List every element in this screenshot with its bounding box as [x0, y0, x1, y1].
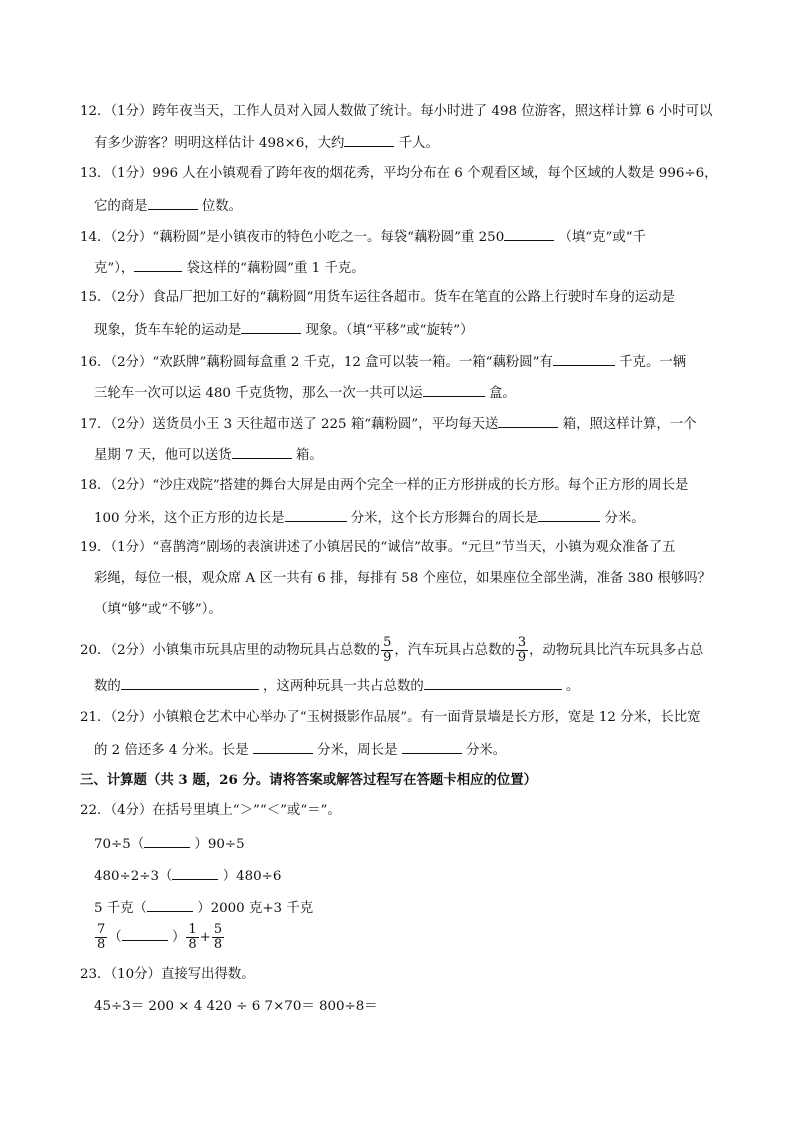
q22-text: ） [171, 930, 186, 945]
q22-row-3 [94, 898, 313, 918]
q18-text: 分米，这个长方形舞台的周长是 [350, 511, 539, 526]
q16-text: 盒。 [488, 386, 516, 401]
answer-blank[interactable] [402, 740, 462, 754]
q14-text: 克”）， [94, 261, 135, 276]
q23-title [80, 966, 255, 984]
q14-text: 14．（2分）“藕粉圆”是小镇夜市的特色小吃之一。每袋“藕粉圆”重 250 [80, 230, 505, 245]
fraction-numerator: 5 [383, 635, 392, 650]
q22-title [80, 802, 341, 820]
q12-text: 千人。 [398, 136, 439, 151]
q17-line-1 [80, 414, 697, 434]
q22-text: 70÷5（ [94, 837, 145, 852]
q21-text: 的 2 倍还多 4 分米。长是 [94, 743, 249, 758]
q21-text: 分米，周长是 [317, 743, 398, 758]
answer-blank[interactable] [504, 227, 554, 241]
q17-text: 箱。 [295, 448, 323, 463]
q12-text: 12．（1分）跨年夜当天，工作人员对入园人数做了统计。每小时进了 498 位游客，照这样计算 6 小时可以 [80, 104, 713, 119]
answer-blank[interactable] [172, 866, 218, 880]
fraction-denominator: 8 [213, 937, 223, 952]
q18-text: 100 分米，这个正方形的边长是 [94, 511, 285, 526]
q13-line-1 [80, 165, 718, 183]
q12-line-1 [80, 103, 712, 121]
q20-text: ，汽车玩具占总数的 [394, 643, 515, 658]
answer-blank[interactable] [424, 676, 562, 690]
q18-text: 18．（2分）“沙庄戏院”搭建的舞台大屏是由两个完全一样的正方形拼成的长方形。每个正方形的周长是 [80, 478, 689, 493]
fraction-5-9 [381, 636, 393, 665]
answer-blank[interactable] [148, 196, 198, 210]
answer-blank[interactable] [241, 320, 301, 334]
q17-text: 星期 7 天，他可以送货 [94, 448, 232, 463]
q20-text: 。 [566, 679, 580, 694]
q23-text: 45÷3＝ 200 × 4 420 ÷ 6 7×70＝ 800÷8＝ [94, 999, 378, 1014]
answer-blank[interactable] [134, 258, 182, 272]
q15-text: 现象，货车车轮的运动是 [94, 323, 242, 338]
q15-line-1 [80, 289, 675, 307]
fraction-3-9 [516, 636, 528, 665]
q12-line-2 [94, 133, 439, 153]
q20-text: ，动物玩具比汽车玩具多占总 [529, 643, 704, 658]
q20-line-2 [94, 676, 579, 696]
answer-blank[interactable] [147, 898, 193, 912]
q19-text: （填“够”或“不够”）。 [94, 602, 222, 617]
q22-row-2 [94, 866, 281, 886]
q22-text: 5 千克（ [94, 901, 147, 916]
q22-text: ）2000 克+3 千克 [197, 901, 314, 916]
q21-text: 21．（2分）小镇粮仓艺术中心举办了“玉树摄影作品展”。有一面背景墙是长方形，宽是 12 分米，长比宽 [80, 710, 701, 725]
q13-text: 位数。 [201, 199, 242, 214]
q19-line-3 [94, 601, 222, 619]
q20-line-1 [80, 636, 703, 665]
q22-row-4 [94, 922, 225, 954]
answer-blank[interactable] [498, 414, 558, 428]
q21-line-2 [94, 740, 506, 760]
q16-line-2 [94, 383, 516, 403]
q13-line-2 [94, 196, 242, 216]
plus-sign: + [199, 930, 211, 945]
q16-text: 千克。一辆 [619, 355, 687, 370]
fraction-numerator: 5 [213, 922, 223, 937]
q14-line-2 [94, 258, 365, 278]
q22-text: 22．（4分）在括号里填上“＞”“＜”或“＝”。 [80, 803, 341, 818]
answer-blank[interactable] [122, 927, 168, 941]
q21-line-1 [80, 709, 701, 727]
fraction-7-8 [95, 923, 107, 952]
q13-text: 13．（1分）996 人在小镇观看了跨年夜的烟花秀，平均分布在 6 个观看区域，每个区域的人数是 996÷6， [80, 166, 718, 181]
q15-text: 现象。（填“平移”或“旋转”） [305, 323, 474, 338]
fraction-denominator: 9 [383, 650, 392, 665]
q22-row-1 [94, 834, 245, 854]
q20-text: ，这两种玩具一共占总数的 [263, 679, 424, 694]
q14-text: （填“克”或“千 [558, 230, 646, 245]
q22-text: （ [108, 930, 122, 945]
q22-text: 480÷2÷3（ [94, 869, 173, 884]
answer-blank[interactable] [344, 133, 394, 147]
answer-blank[interactable] [538, 508, 600, 522]
q13-text: 它的商是 [94, 199, 148, 214]
fraction-1-8 [186, 923, 198, 952]
answer-blank[interactable] [144, 834, 190, 848]
q17-text: 17．（2分）送货员小王 3 天往超市送了 225 箱“藕粉圆”，平均每天送 [80, 417, 499, 432]
q19-line-1 [80, 539, 676, 557]
answer-blank[interactable] [121, 676, 259, 690]
q12-text: 有多少游客？明明这样估计 498×6，大约 [94, 136, 345, 151]
q16-text: 16．（2分）“欢跃牌”藕粉圆每盒重 2 千克，12 盒可以装一箱。一箱“藕粉圆”有 [80, 355, 553, 370]
fraction-denominator: 8 [188, 937, 197, 952]
q19-text: 19．（1分）“喜鹊湾”剧场的表演讲述了小镇居民的“诚信”故事。“元旦”节当天，小镇为观众准备了五 [80, 540, 676, 555]
q22-text: ）480÷6 [222, 869, 282, 884]
fraction-numerator: 3 [517, 635, 527, 650]
q19-line-2 [94, 570, 711, 588]
q16-text: 三轮车一次可以运 480 千克货物，那么一次一共可以运 [94, 386, 423, 401]
answer-blank[interactable] [232, 445, 292, 459]
q20-text: 20．（2分）小镇集市玩具店里的动物玩具占总数的 [80, 643, 381, 658]
q22-text: ）90÷5 [194, 837, 245, 852]
q18-line-1 [80, 477, 688, 495]
q14-line-1 [80, 227, 646, 247]
q20-text: 数的 [94, 679, 121, 694]
q15-line-2 [94, 320, 474, 340]
q23-text: 23．（10分）直接写出得数。 [80, 967, 255, 982]
answer-blank[interactable] [285, 508, 347, 522]
q18-line-2 [94, 508, 645, 528]
q23-row [94, 998, 378, 1016]
q17-line-2 [94, 445, 323, 465]
fraction-numerator: 1 [188, 922, 197, 937]
q18-text: 分米。 [604, 511, 645, 526]
q16-line-1 [80, 352, 686, 372]
answer-blank[interactable] [253, 740, 313, 754]
answer-blank[interactable] [553, 352, 615, 366]
answer-blank[interactable] [423, 383, 485, 397]
q17-text: 箱，照这样计算，一个 [562, 417, 697, 432]
q19-text: 彩绳，每位一根，观众席 A 区一共有 6 排，每排有 58 个座位，如果座位全部坐满，准备 380 根够吗？ [94, 571, 712, 586]
fraction-denominator: 9 [517, 650, 527, 665]
q15-text: 15．（2分）食品厂把加工好的“藕粉圆”用货车运往各超市。货车在笔直的公路上行驶时车身的运动是 [80, 290, 675, 305]
fraction-numerator: 7 [97, 922, 106, 937]
section-title: 三、计算题（共 3 题，26 分。请将答案或解答过程写在答题卡相应的位置） [80, 772, 538, 788]
q14-text: 袋这样的“藕粉圆”重 1 千克。 [186, 261, 365, 276]
fraction-denominator: 8 [97, 937, 106, 952]
section-heading [80, 771, 537, 789]
fraction-5-8 [212, 923, 224, 952]
q21-text: 分米。 [466, 743, 507, 758]
